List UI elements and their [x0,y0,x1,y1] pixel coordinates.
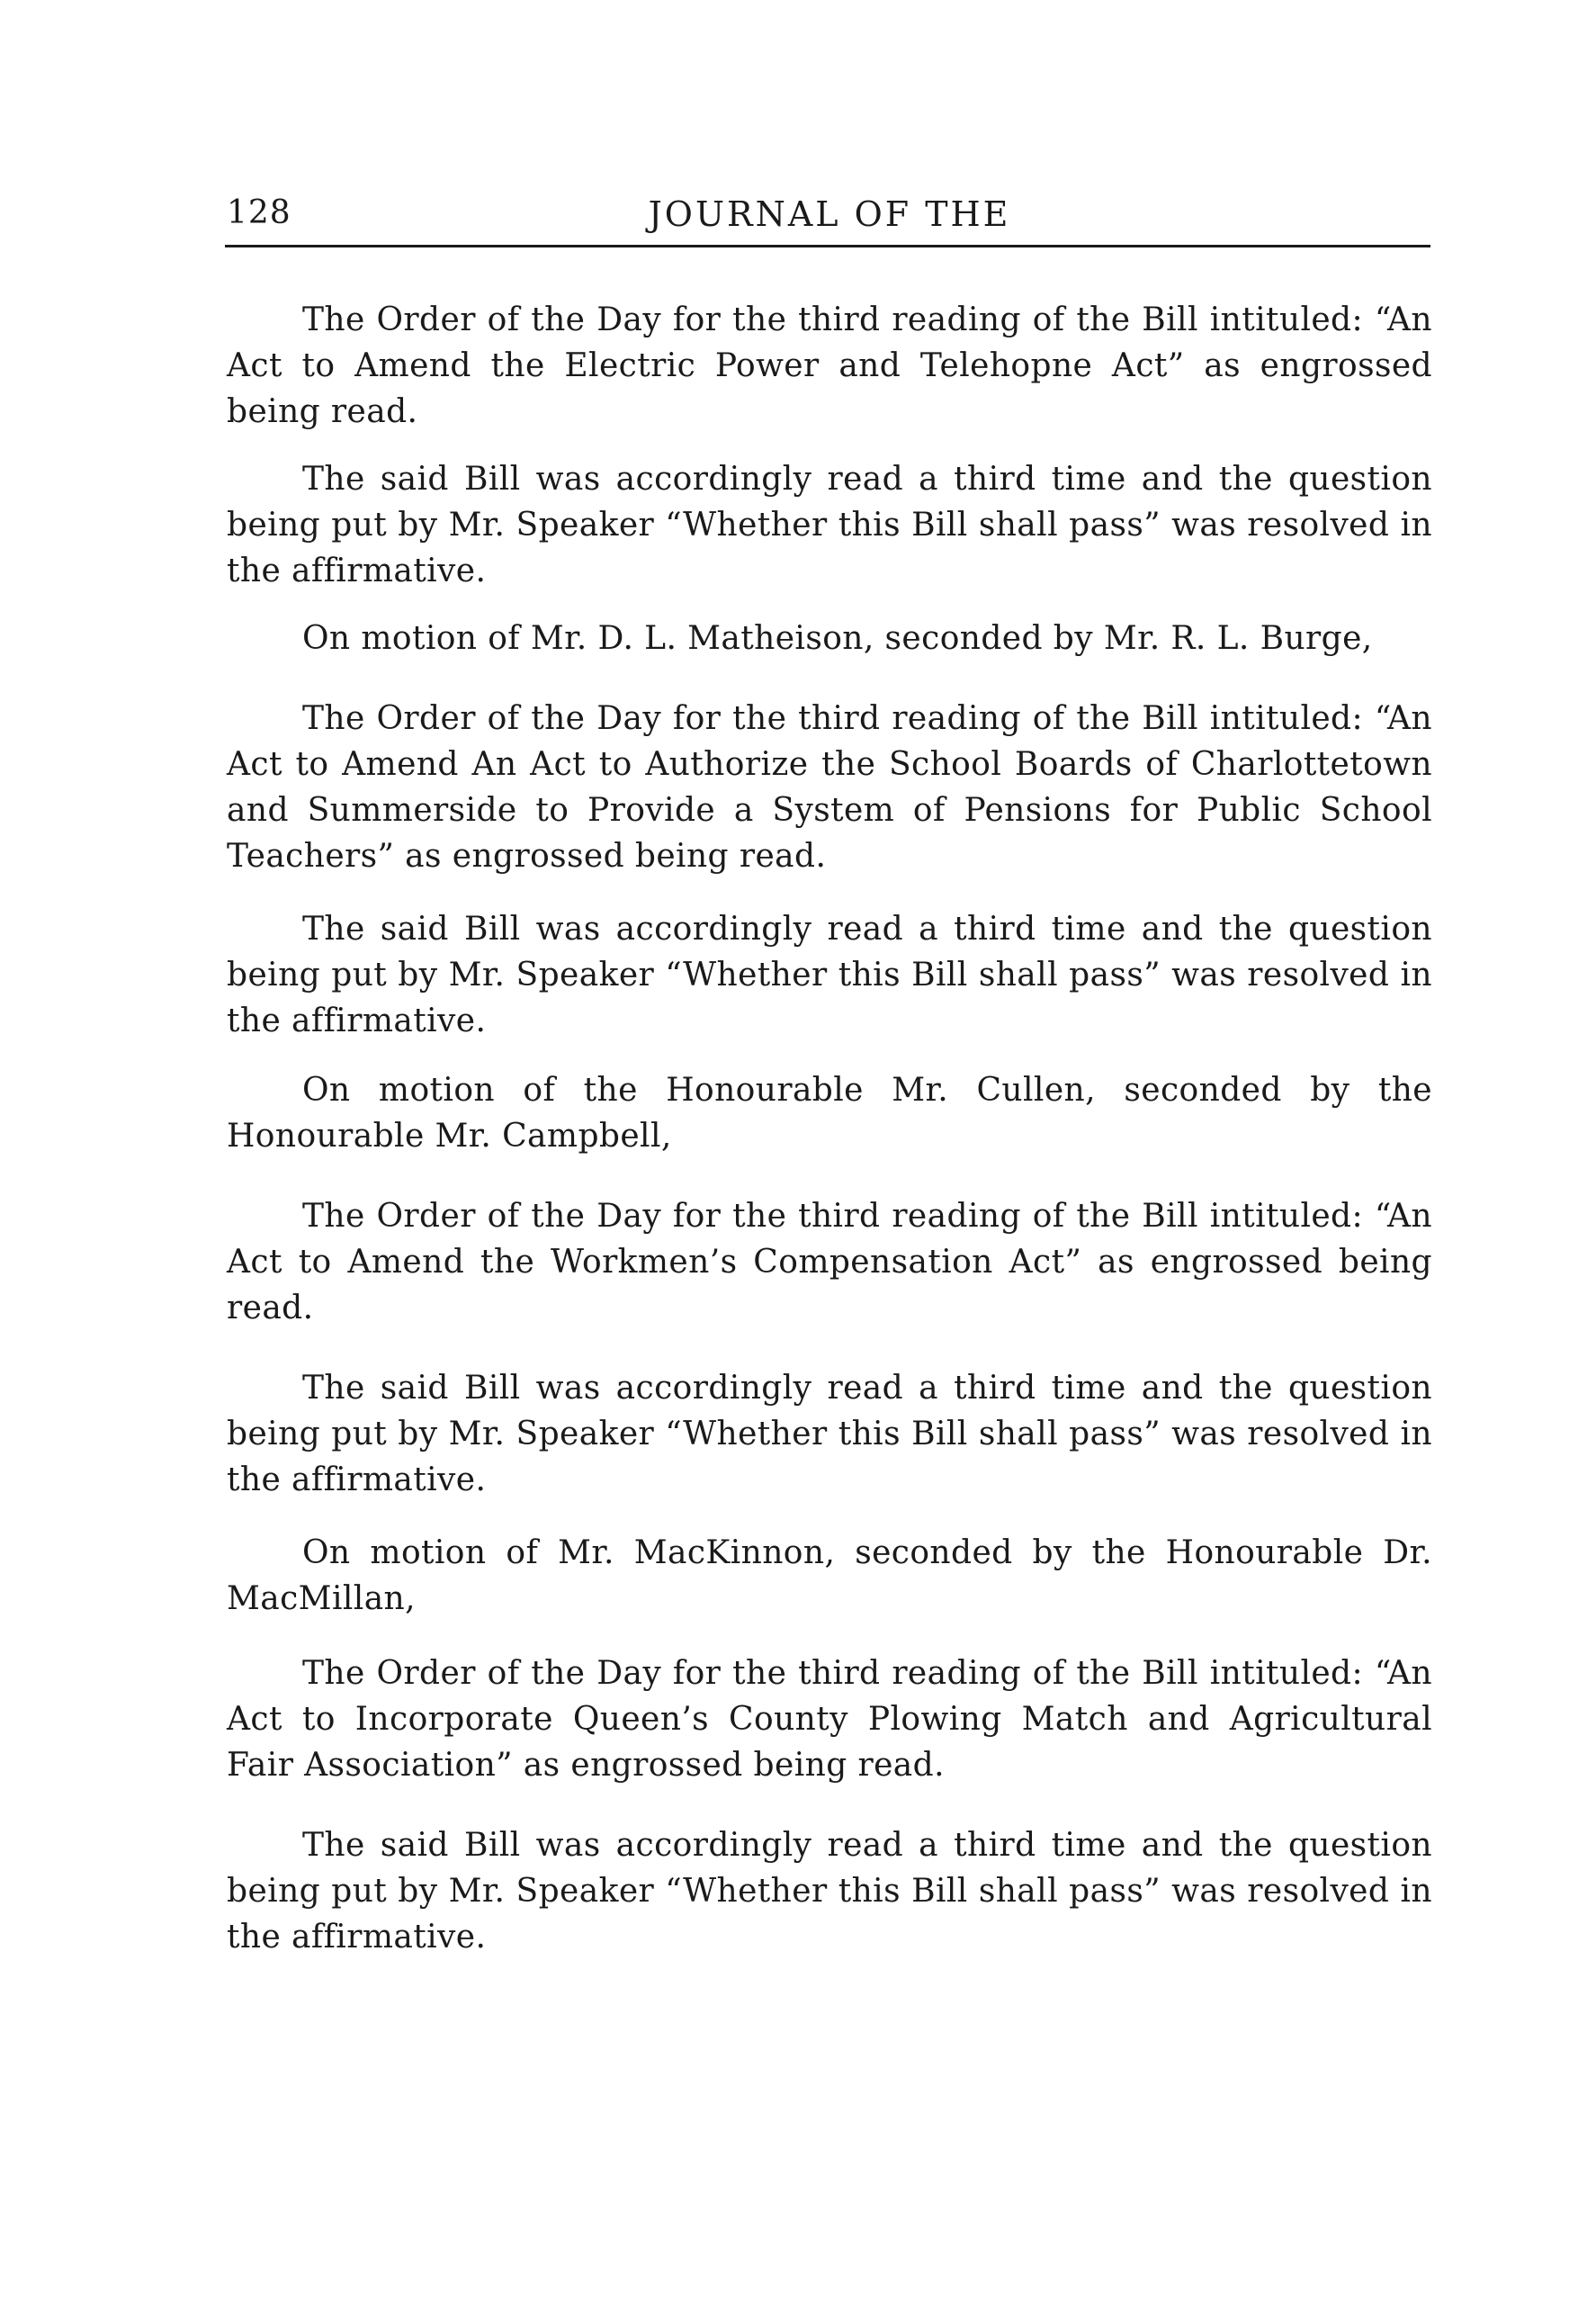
paragraph-resolved-1: The said Bill was accordingly read a third time and the question being put by Mr. Speaker “Whether this Bill shall pass” was resolved in the affirmative. [227,461,1432,589]
paragraph-order-school-pensions: The Order of the Day for the third reading of the Bill intituled: “An Act to Amend An Act to Authorize the School Boards of Charlottetown and Summerside to Provide a System of Pensions for Public School Teachers” as engrossed being read. [227,700,1432,875]
page-number: 128 [227,194,291,231]
running-head: JOURNAL OF THE [648,194,1011,234]
paragraph-resolved-4: The said Bill was accordingly read a third time and the question being put by Mr. Speaker “Whether this Bill shall pass” was resolved in the affirmative. [227,1827,1432,1956]
body-text [227,297,1432,1960]
paragraph-order-electric-power: The Order of the Day for the third reading of the Bill intituled: “An Act to Amend the Electric Power and Telehopne Act” as engrossed being read. [227,301,1432,430]
paragraph-motion-matheison: On motion of Mr. D. L. Matheison, seconded by Mr. R. L. Burge, [302,620,1373,657]
paragraph-order-workmens-compensation: The Order of the Day for the third reading of the Bill intituled: “An Act to Amend the Workmen’s Compensation Act” as engrossed being read. [227,1198,1432,1326]
paragraph-order-plowing-match: The Order of the Day for the third reading of the Bill intituled: “An Act to Incorporate Queen’s County Plowing Match and Agricultural Fair Association” as engrossed being read. [227,1655,1432,1784]
paragraph-motion-cullen: On motion of the Honourable Mr. Cullen, seconded by the Honourable Mr. Campbell, [227,1072,1432,1155]
paragraph-resolved-2: The said Bill was accordingly read a third time and the question being put by Mr. Speaker “Whether this Bill shall pass” was resolved in the affirmative. [227,911,1432,1039]
paragraph-resolved-3: The said Bill was accordingly read a third time and the question being put by Mr. Speaker “Whether this Bill shall pass” was resolved in the affirmative. [227,1370,1432,1498]
header-rule [225,245,1430,247]
page-header [227,187,1432,252]
paragraph-motion-mackinnon: On motion of Mr. MacKinnon, seconded by the Honourable Dr. MacMillan, [227,1534,1432,1617]
